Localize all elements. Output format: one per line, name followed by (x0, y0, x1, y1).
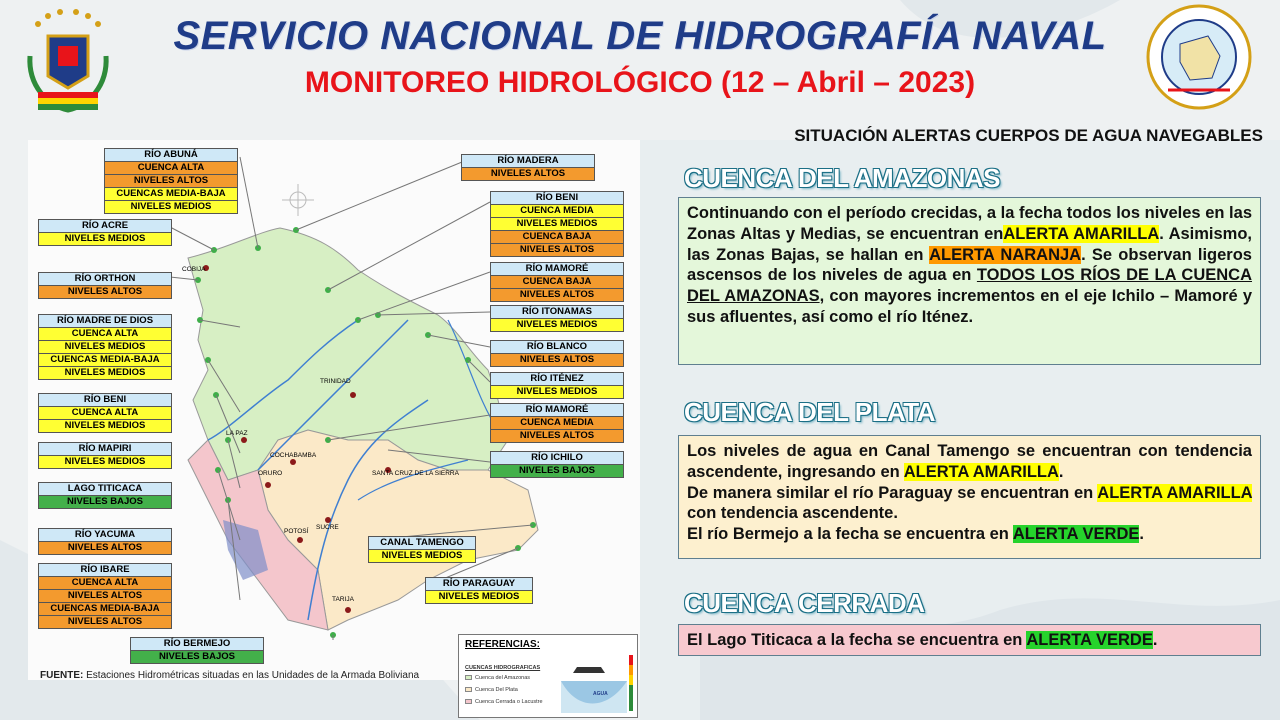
legend-title: REFERENCIAS: (465, 639, 541, 650)
city-label: POTOSÍ (284, 528, 309, 535)
river-label-name: RÍO YACUMA (39, 529, 171, 541)
river-label-status: NIVELES ALTOS (39, 589, 171, 602)
river-label-status: NIVELES ALTOS (491, 429, 623, 442)
river-label-name: RÍO MAMORÉ (491, 404, 623, 416)
hydrography-seal (1146, 4, 1252, 110)
cerrada-text-box (678, 624, 1261, 656)
legend-swatch (465, 675, 472, 680)
plata-text: con tendencia ascendente. (687, 504, 898, 523)
amazonas-text: . Asimismo, las Zonas Bajas, se hallan en (687, 224, 1253, 264)
river-label-itonamas (490, 305, 624, 332)
river-label-status: CUENCA ALTA (39, 327, 171, 340)
city-label: ORURO (258, 470, 283, 477)
river-label-name: RÍO ITÉNEZ (491, 373, 623, 385)
alert-verde-badge: ALERTA VERDE (1012, 525, 1140, 544)
plata-text: Los niveles de agua en Canal Tamengo se encuentran con tendencia ascendente, ingresando en (687, 442, 1252, 481)
alert-amarilla-badge: ALERTA AMARILLA (1097, 483, 1252, 502)
river-label-ibare (38, 563, 172, 629)
river-label-name: RÍO BENI (39, 394, 171, 406)
river-label-status: NIVELES MEDIOS (39, 232, 171, 245)
amazonas-text: , con mayores incrementos en el eje Ichilo – Mamoré y sus afluentes, así como el río Iténez. (687, 287, 1253, 326)
plata-text: . (1058, 462, 1064, 481)
river-label-status: NIVELES MEDIOS (426, 590, 532, 603)
river-label-acre (38, 219, 172, 246)
source-note: FUENTE: Estaciones Hidrométricas situadas en las Unidades de la Armada Boliviana (40, 670, 420, 681)
river-label-bermejo (130, 637, 264, 664)
alert-amarilla-badge: ALERTA AMARILLA (1003, 224, 1160, 243)
plata-text-box (678, 435, 1261, 559)
alert-naranja-badge: ALERTA NARANJA (929, 245, 1082, 264)
city-label: TRINIDAD (320, 378, 351, 385)
amazonas-text-box (678, 197, 1261, 365)
river-label-status: NIVELES MEDIOS (369, 549, 475, 562)
legend-subtitle: CUENCAS HIDROGRAFICAS (465, 665, 541, 671)
river-label-name: RÍO PARAGUAY (426, 578, 532, 590)
river-label-status: NIVELES BAJOS (131, 650, 263, 663)
amazonas-text: . Se observan ligeros ascensos de los niveles de agua en (687, 245, 1252, 285)
river-label-status: CUENCAS MEDIA-BAJA (39, 353, 171, 366)
river-label-name: RÍO BENI (491, 192, 623, 204)
river-label-madre-de-dios (38, 314, 172, 380)
river-label-status: CUENCA ALTA (39, 406, 171, 419)
river-label-yacuma (38, 528, 172, 555)
gauge-illustration (557, 651, 637, 717)
river-label-status: CUENCA ALTA (105, 161, 237, 174)
river-label-status: NIVELES MEDIOS (491, 385, 623, 398)
river-label-name: RÍO ACRE (39, 220, 171, 232)
river-label-beni-left (38, 393, 172, 433)
plata-text: De manera similar el río Paraguay se encuentran en (687, 483, 1094, 502)
river-label-orthon (38, 272, 172, 299)
alert-amarilla-badge: ALERTA AMARILLA (903, 462, 1059, 481)
cerrada-title: CUENCA CERRADA (684, 588, 925, 618)
water-label: AGUA (593, 691, 608, 697)
cerrada-text: El Lago Titicaca a la fecha se encuentra en (687, 631, 1023, 649)
legend-item: Cuenca del Amazonas (475, 675, 531, 681)
city-label: COCHABAMBA (270, 452, 317, 459)
page-subtitle: MONITOREO HIDROLÓGICO (12 – Abril – 2023) (304, 66, 976, 99)
river-label-name: RÍO MAPIRI (39, 443, 171, 455)
river-label-status: NIVELES BAJOS (491, 464, 623, 477)
river-label-status: NIVELES ALTOS (491, 243, 623, 256)
cerrada-text: . (1152, 631, 1158, 649)
river-label-blanco (490, 340, 624, 367)
river-label-status: NIVELES ALTOS (39, 541, 171, 554)
river-label-status: CUENCAS MEDIA-BAJA (105, 187, 237, 200)
river-label-name: RÍO ABUNÁ (105, 149, 237, 161)
river-label-paraguay (425, 577, 533, 604)
river-label-status: NIVELES ALTOS (105, 174, 237, 187)
river-label-status: NIVELES MEDIOS (491, 217, 623, 230)
river-label-status: NIVELES BAJOS (39, 495, 171, 508)
alert-verde-badge: ALERTA VERDE (1026, 631, 1153, 649)
legend-box (458, 634, 638, 718)
page-title: SERVICIO NACIONAL DE HIDROGRAFÍA NAVAL (173, 14, 1107, 58)
river-label-status: NIVELES ALTOS (39, 285, 171, 298)
navy-emblem (18, 6, 118, 118)
river-label-status: CUENCA BAJA (491, 275, 623, 288)
city-label: SUCRE (316, 524, 339, 531)
legend-swatch (465, 699, 472, 704)
river-label-status: NIVELES MEDIOS (39, 455, 171, 468)
river-label-status: CUENCA MEDIA (491, 204, 623, 217)
river-label-abuna (104, 148, 238, 214)
river-label-name: RÍO MADERA (462, 155, 594, 167)
river-label-status: NIVELES ALTOS (491, 288, 623, 301)
river-label-beni-right (490, 191, 624, 257)
river-label-name: RÍO ORTHON (39, 273, 171, 285)
river-label-name: RÍO BERMEJO (131, 638, 263, 650)
city-label: SANTA CRUZ DE LA SIERRA (372, 470, 459, 477)
river-label-status: NIVELES ALTOS (491, 353, 623, 366)
river-label-status: NIVELES MEDIOS (491, 318, 623, 331)
river-label-status: CUENCA BAJA (491, 230, 623, 243)
river-label-status: NIVELES ALTOS (462, 167, 594, 180)
city-label: TARIJA (332, 596, 354, 603)
plata-title: CUENCA DEL PLATA (684, 397, 936, 427)
river-label-status: CUENCA ALTA (39, 576, 171, 589)
river-label-status: CUENCAS MEDIA-BAJA (39, 602, 171, 615)
plata-text: . (1139, 525, 1144, 544)
river-label-name: RÍO MAMORÉ (491, 263, 623, 275)
river-label-name: RÍO BLANCO (491, 341, 623, 353)
river-label-name: RÍO IBARE (39, 564, 171, 576)
river-label-name: LAGO TITICACA (39, 483, 171, 495)
river-label-madera (461, 154, 595, 181)
river-label-status: NIVELES MEDIOS (105, 200, 237, 213)
river-label-mamore-1 (490, 262, 624, 302)
river-label-name: CANAL TAMENGO (369, 537, 475, 549)
legend-swatch (465, 687, 472, 692)
river-label-name: RÍO ICHILO (491, 452, 623, 464)
city-label: LA PAZ (226, 430, 248, 437)
section-heading: SITUACIÓN ALERTAS CUERPOS DE AGUA NAVEGABLES (794, 126, 1263, 145)
city-label: COBIJA (182, 266, 206, 273)
river-label-ichilo (490, 451, 624, 478)
river-label-status: NIVELES MEDIOS (39, 366, 171, 379)
river-label-mapiri (38, 442, 172, 469)
river-label-titicaca (38, 482, 172, 509)
river-label-itenez (490, 372, 624, 399)
amazonas-text: Continuando con el período crecidas, a la fecha todos los niveles en las Zonas Altas y Medias, se encuentran en (687, 204, 1252, 243)
plata-text: El río Bermejo a la fecha se encuentra en (687, 525, 1009, 544)
amazonas-title: CUENCA DEL AMAZONAS (684, 163, 1000, 193)
river-label-status: NIVELES ALTOS (39, 615, 171, 628)
amazonas-underline-text: TODOS LOS RÍOS DE LA CUENCA DEL AMAZONAS (687, 266, 1252, 306)
river-label-status: NIVELES MEDIOS (39, 340, 171, 353)
river-label-name: RÍO MADRE DE DIOS (39, 315, 171, 327)
river-label-name: RÍO ITONAMAS (491, 306, 623, 318)
legend-item: Cuenca Cerrada o Lacustre (475, 699, 543, 705)
river-label-tamengo (368, 536, 476, 563)
river-label-mamore-2 (490, 403, 624, 443)
legend-item: Cuenca Del Plata (475, 687, 518, 693)
river-label-status: NIVELES MEDIOS (39, 419, 171, 432)
river-label-status: CUENCA MEDIA (491, 416, 623, 429)
